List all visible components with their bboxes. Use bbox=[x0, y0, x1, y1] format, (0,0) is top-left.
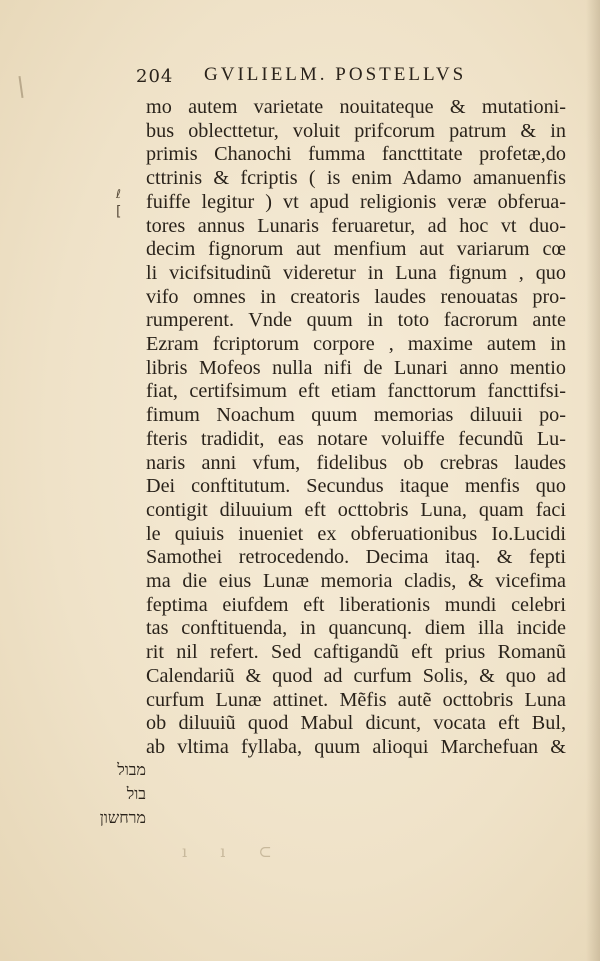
text-line: ab vltima fyllaba, quum alioqui Marchefuan & bbox=[146, 735, 566, 758]
margin-note-hebrew-marcheshvan: מרחשון bbox=[99, 808, 146, 827]
gutter-mark-upper: ℓ bbox=[116, 187, 121, 201]
text-line: cttrinis & fcriptis ( is enim Adamo amanuenfis bbox=[146, 167, 566, 190]
body-text bbox=[146, 96, 566, 760]
margin-note-hebrew-mabul: מבול bbox=[117, 760, 146, 779]
running-head: GVILIELM. POSTELLVS bbox=[204, 64, 467, 85]
text-line: ob diluuiũ quod Mabul dicunt, vocata eft Bul, bbox=[146, 712, 566, 735]
text-line: primis Chanochi fumma fancttitate profetæ,do bbox=[146, 143, 566, 166]
text-line: mo autem varietate nouitateque & mutationi- bbox=[146, 96, 566, 118]
text-line: rumperent. Vnde quum in toto facrorum ante bbox=[146, 309, 566, 332]
text-line: fimum Noachum quum memorias diluuii po- bbox=[146, 404, 566, 427]
text-line: Samothei retrocedendo. Decima itaq. & fepti bbox=[146, 546, 566, 569]
text-line: rit nil refert. Sed caftigandũ eft prius Romanũ bbox=[146, 641, 566, 664]
text-line: tores annus Lunaris feruaretur, ad hoc vt duo- bbox=[146, 214, 566, 237]
text-line: libris Mofeos nulla nifi de Lunari anno mentio bbox=[146, 356, 566, 379]
text-line: curfum Lunæ attinet. Mẽfis autẽ octtobris Luna bbox=[146, 688, 566, 711]
text-line: fteris tradidit, eas notare voluiffe fecundũ Lu- bbox=[146, 427, 566, 450]
faint-bleed-marks: ı ı ⊂ bbox=[182, 842, 286, 861]
page-edge-shadow bbox=[586, 0, 600, 961]
text-line: Dei conftitutum. Secundus itaque menfis quo bbox=[146, 475, 566, 498]
text-line: naris anni vfum, fidelibus ob crebras laudes bbox=[146, 451, 566, 474]
text-line: ma die eius Lunæ memoria cladis, & vicefima bbox=[146, 570, 566, 593]
corner-stray-mark bbox=[18, 76, 23, 98]
text-line: li vicifsitudinũ videretur in Luna fignum , quo bbox=[146, 261, 566, 284]
text-line: Calendariũ & quod ad curfum Solis, & quo ad bbox=[146, 664, 566, 687]
text-line: Ezram fcriptorum corpore , maxime autem in bbox=[146, 333, 566, 356]
text-line: vifo omnes in creatoris laudes renouatas pro- bbox=[146, 285, 566, 308]
text-line: feptima eiufdem eft liberationis mundi celebri bbox=[146, 593, 566, 616]
text-line: tas conftituenda, in quancunq. diem illa incide bbox=[146, 617, 566, 640]
page-number: 204 bbox=[136, 66, 174, 87]
text-line: fiat, certifsimum eft etiam fancttorum fancttifsi- bbox=[146, 380, 566, 403]
text-line: bus oblecttetur, voluit prifcorum patrum & in bbox=[146, 119, 566, 142]
text-line: le quiuis inueniet ex obferuationibus Io.Lucidi bbox=[146, 522, 566, 545]
text-line: fuiffe legitur ) vt apud religionis veræ obferua- bbox=[146, 190, 566, 213]
text-line: decim fignorum aut menfium aut variarum cœ bbox=[146, 238, 566, 261]
gutter-mark-lower: [ bbox=[116, 204, 122, 220]
margin-note-hebrew-bul: בול bbox=[126, 784, 146, 803]
text-line: contigit diluuium eft octtobris Luna, quam faci bbox=[146, 498, 566, 521]
